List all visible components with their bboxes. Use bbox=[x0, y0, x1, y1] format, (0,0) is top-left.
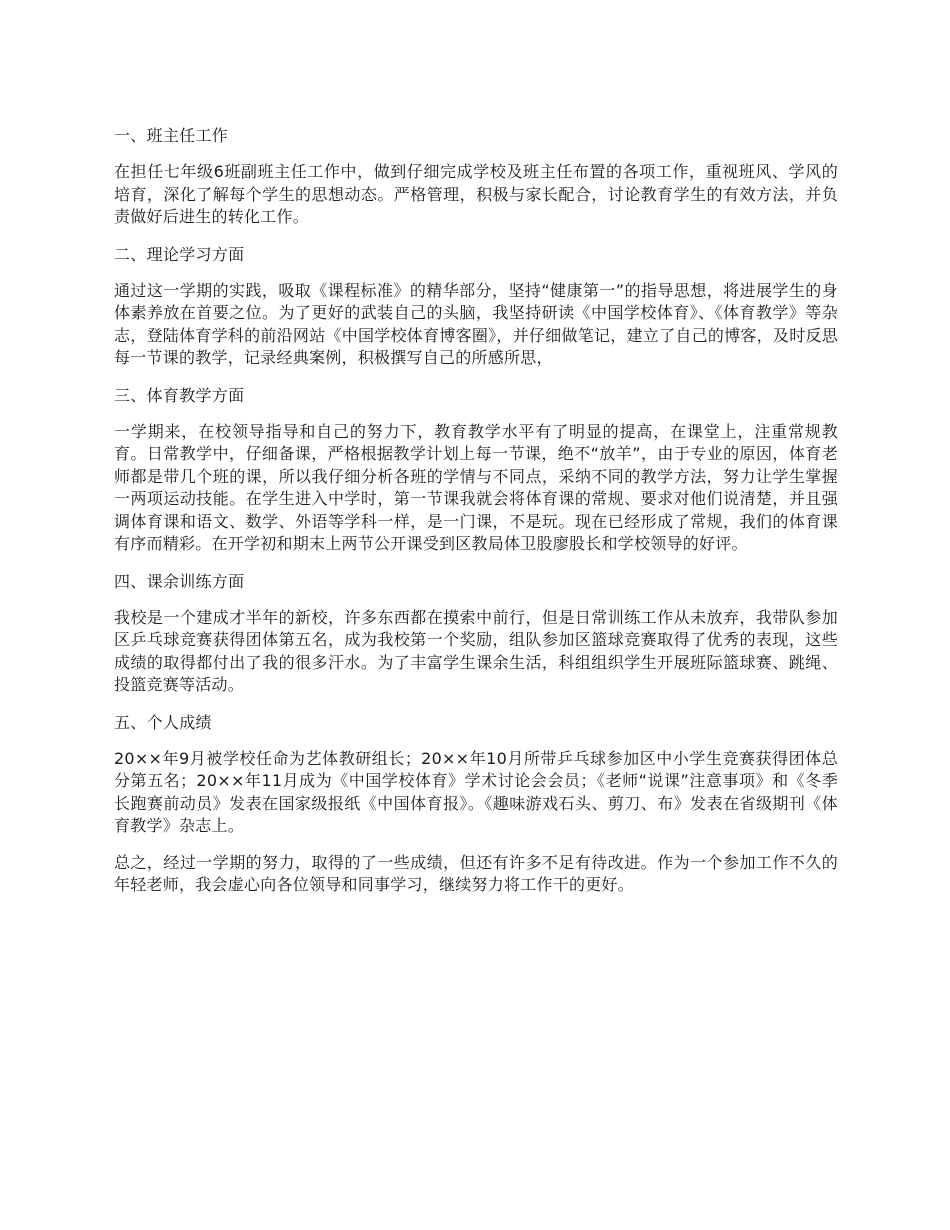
section-body-after-school-training: 我校是一个建成才半年的新校，许多东西都在摸索中前行，但是日常训练工作从未放弃，我带队参加区乒乓球竞赛获得团体第五名，成为我校第一个奖励，组队参加区篮球竞赛取得了优秀的表现，这些成绩的取得都付出了我的很多汗水。为了丰富学生课余生活，科组组织学生开展班际篮球赛、跳绳、投篮竞赛等活动。 bbox=[114, 607, 838, 694]
section-body-class-teacher: 在担任七年级6班副班主任工作中，做到仔细完成学校及班主任布置的各项工作，重视班风、学风的培育，深化了解每个学生的思想动态。严格管理，积极与家长配合，讨论教育学生的有效方法，并负责做好后进生的转化工作。 bbox=[114, 162, 838, 226]
section-heading-pe-teaching: 三、体育教学方面 bbox=[114, 385, 245, 405]
section-heading-class-teacher: 一、班主任工作 bbox=[114, 126, 229, 145]
conclusion-paragraph: 总之，经过一学期的努力，取得的了一些成绩，但还有许多不足有待改进。作为一个参加工作不久的年轻老师，我会虚心向各位领导和同事学习，继续努力将工作干的更好。 bbox=[114, 852, 838, 894]
section-heading-personal-achievements: 五、个人成绩 bbox=[114, 712, 212, 732]
section-body-pe-teaching: 一学期来，在校领导指导和自己的努力下，教育教学水平有了明显的提高，在课堂上，注重常规教育。日常教学中，仔细备课，严格根据教学计划上每一节课，绝不“放羊”，由于专业的原因，体育老师都是带几个班的课，所以我仔细分析各班的学情与不同点，采纳不同的教学方法，努力让学生掌握一两项运动技能。在学生进入中学时，第一节课我就会将体育课的常规、要求对他们说清楚，并且强调体育课和语文、数学、外语等学科一样，是一门课，不是玩。现在已经形成了常规，我们的体育课有序而精彩。在开学初和期末上两节公开课受到区教局体卫股廖股长和学校领导的好评。 bbox=[114, 421, 838, 553]
section-heading-after-school-training: 四、课余训练方面 bbox=[114, 571, 245, 591]
section-heading-theory-study: 二、理论学习方面 bbox=[114, 244, 245, 264]
section-body-theory-study: 通过这一学期的实践，吸取《课程标准》的精华部分，坚持“健康第一”的指导思想，将进展学生的身体素养放在首要之位。为了更好的武装自己的头脑，我坚持研读《中国学校体育》、《体育教学》等杂志，登陆体育学科的前沿网站《中国学校体育博客圈》，并仔细做笔记，建立了自己的博客，及时反思每一节课的教学，记录经典案例，积极撰写自己的所感所思， bbox=[114, 280, 838, 367]
section-body-personal-achievements: 20××年9月被学校任命为艺体教研组长；20××年10月所带乒乓球参加区中小学生竞赛获得团体总分第五名；20××年11月成为《中国学校体育》学术讨论会会员；《老师“说课”注意事项》和《冬季长跑赛前动员》发表在国家级报纸《中国体育报》。《趣味游戏石头、剪刀、布》发表在省级期刊《体育教学》杂志上。 bbox=[114, 748, 838, 835]
